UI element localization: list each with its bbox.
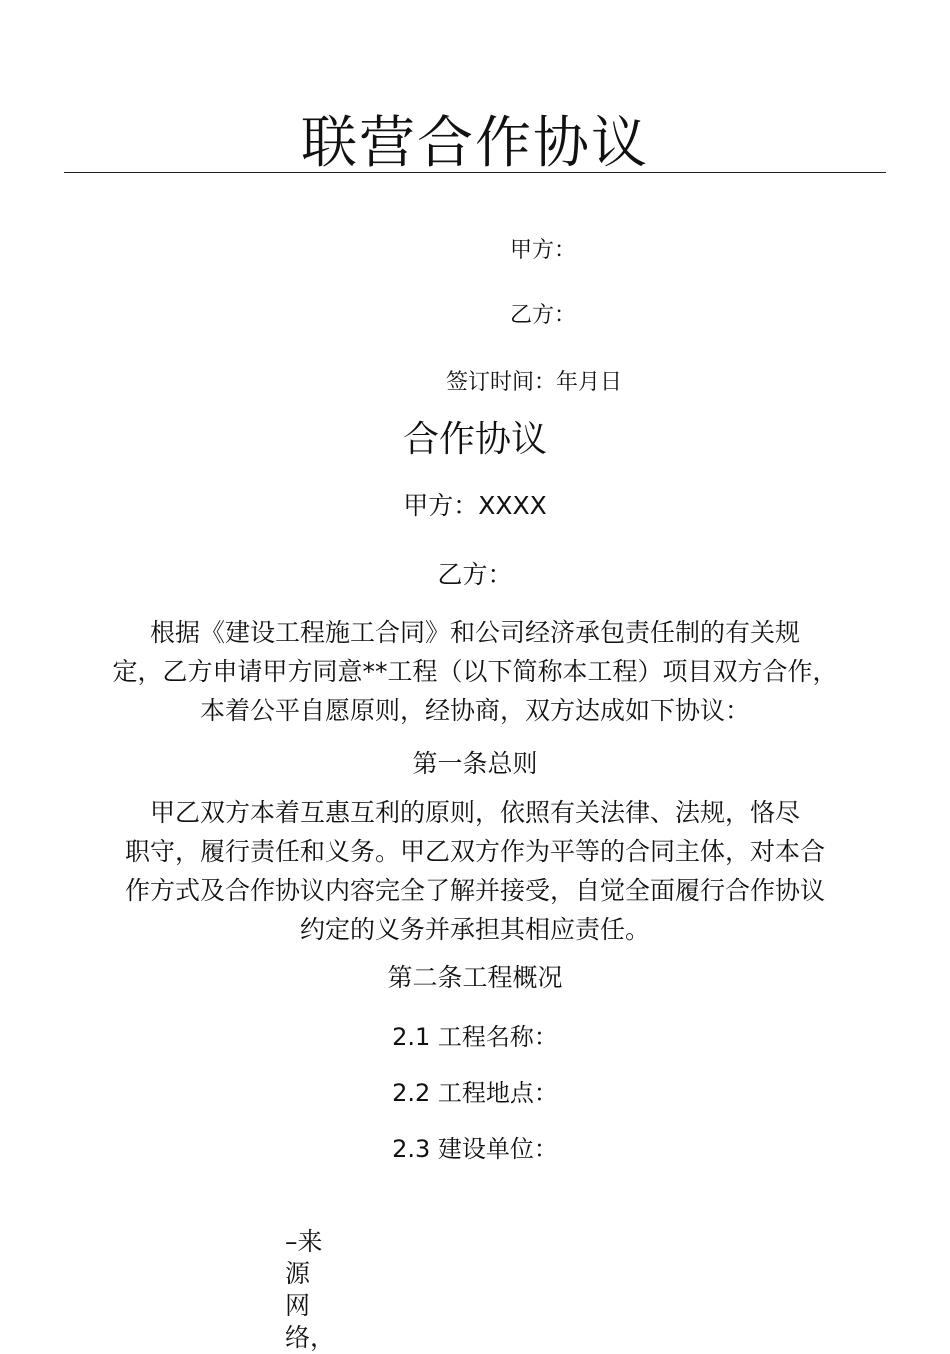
source-note: –来源网络，: [285, 1227, 336, 1352]
cover-party-b-label: 乙方：: [510, 303, 577, 328]
article-1-line-2: 职守，履行责任和义务。甲乙双方作为平等的合同主体，对本合: [124, 837, 825, 866]
preamble-line-3: 本着公平自愿原则，经协商，双方达成如下协议：: [199, 696, 750, 725]
article-1-line-1: 甲乙双方本着互惠互利的原则，依照有关法律、法规，恪尽: [149, 798, 800, 827]
article-2-heading: 第二条工程概况: [387, 963, 563, 992]
agreement-subtitle: 合作协议: [402, 419, 547, 460]
cover-party-a-label: 甲方：: [510, 238, 577, 263]
article-1-line-4: 约定的义务并承担其相应责任。: [299, 915, 650, 944]
main-title: 联营合作协议: [301, 111, 649, 176]
article-1-heading: 第一条总则: [412, 749, 538, 778]
cover-sign-date-label: 签订时间：年月日: [446, 370, 623, 395]
preamble-line-1: 根据《建设工程施工合同》和公司经济承包责任制的有关规: [149, 618, 800, 647]
title-underline: [64, 172, 886, 173]
article-2-item-1: 2.1 工程名称：: [392, 1023, 558, 1051]
article-2-item-3: 2.3 建设单位：: [392, 1135, 558, 1163]
preamble-line-2: 定，乙方申请甲方同意**工程（以下简称本工程）项目双方合作，: [112, 657, 838, 686]
article-1-line-3: 作方式及合作协议内容完全了解并接受，自觉全面履行合作协议: [124, 876, 825, 905]
article-2-item-2: 2.2 工程地点：: [392, 1079, 558, 1107]
party-a-line: 甲方：XXXX: [403, 491, 547, 520]
party-b-line: 乙方：: [437, 560, 513, 589]
